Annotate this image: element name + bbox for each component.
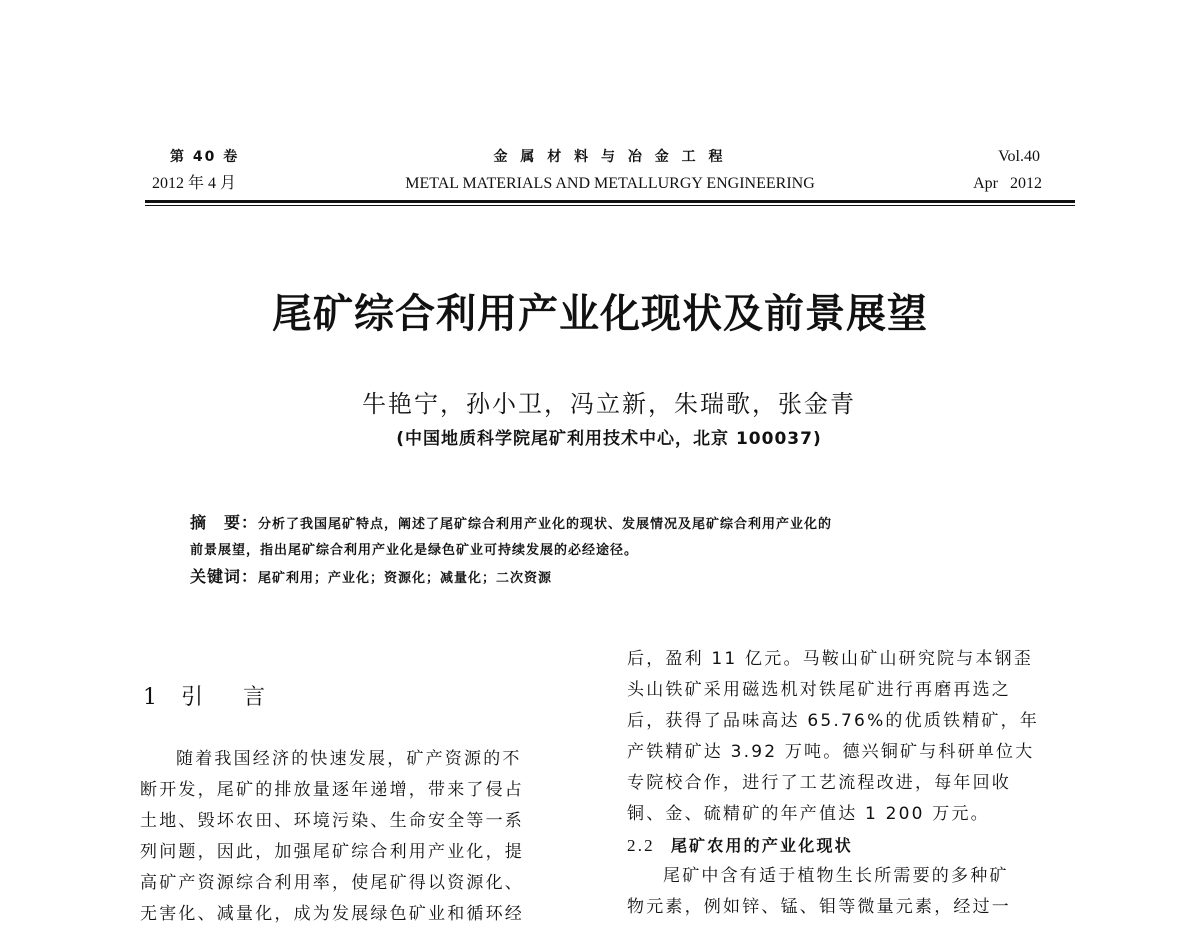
paragraph-line: 头山铁矿采用磁选机对铁尾矿进行再磨再选之	[627, 680, 1011, 700]
header-rule-thin	[145, 205, 1075, 206]
paragraph-line: 高矿产资源综合利用率，使尾矿得以资源化、	[140, 873, 524, 893]
abstract-line-1	[190, 510, 1050, 538]
paragraph-line: 随着我国经济的快速发展，矿产资源的不	[176, 749, 522, 769]
keywords-text: 尾矿利用；产业化；资源化；减量化；二次资源	[258, 571, 553, 586]
paragraph-line: 铜、金、硫精矿的年产值达 1 200 万元。	[627, 804, 990, 824]
paragraph-line: 断开发，尾矿的排放量逐年递增，带来了侵占	[140, 780, 524, 800]
keywords-label: 关键词：	[190, 567, 259, 586]
subsection-number: 2.2	[627, 836, 655, 855]
paragraph-line: 后，盈利 11 亿元。马鞍山矿山研究院与本钢歪	[627, 649, 1034, 669]
header-date-en: Apr 2012	[973, 175, 1042, 192]
header-volume-en: Vol.40	[998, 148, 1040, 165]
header-journal-en: METAL MATERIALS AND METALLURGY ENGINEERING	[405, 175, 815, 192]
section-number: 1	[143, 685, 157, 710]
abstract-block	[190, 510, 1050, 592]
article-affiliation: (中国地质科学院尾矿利用技术中心，北京 100037)	[396, 429, 822, 449]
section-title-char: 引	[181, 685, 204, 710]
left-column	[140, 744, 580, 930]
keywords-line	[190, 564, 1050, 592]
abstract-text: 分析了我国尾矿特点，阐述了尾矿综合利用产业化的现状、发展情况及尾矿综合利用产业化的	[258, 517, 833, 532]
header-date-cn: 2012 年 4 月	[152, 175, 237, 192]
section-heading-introduction	[143, 683, 265, 713]
section-title-char: 言	[243, 685, 266, 710]
paragraph-line: 土地、毁坏农田、环境污染、生命安全等一系	[140, 811, 524, 831]
paragraph-line: 专院校合作，进行了工艺流程改进，每年回收	[627, 773, 1011, 793]
abstract-line-2: 前景展望，指出尾矿综合利用产业化是绿色矿业可持续发展的必经途径。	[190, 543, 639, 558]
paragraph-line: 无害化、减量化，成为发展绿色矿业和循环经	[140, 904, 524, 924]
article-title: 尾矿综合利用产业化现状及前景展望	[272, 291, 928, 337]
paragraph-line: 后，获得了品味高达 65.76%的优质铁精矿，年	[627, 711, 1040, 731]
subsection-heading	[627, 830, 1067, 861]
right-column	[627, 644, 1067, 923]
paragraph-line: 列问题，因此，加强尾矿综合利用产业化，提	[140, 842, 524, 862]
header-rule-thick	[145, 200, 1075, 203]
article-authors: 牛艳宁，孙小卫，冯立新，朱瑞歌，张金青	[362, 390, 856, 418]
subsection-title: 尾矿农用的产业化现状	[670, 836, 853, 855]
paragraph-line: 物元素，例如锌、锰、钼等微量元素，经过一	[627, 897, 1011, 917]
paragraph-line: 尾矿中含有适于植物生长所需要的多种矿	[663, 866, 1009, 886]
paragraph-line: 产铁精矿达 3.92 万吨。德兴铜矿与科研单位大	[627, 742, 1035, 762]
abstract-label: 摘 要：	[190, 513, 259, 532]
header-journal-cn: 金 属 材 料 与 冶 金 工 程	[493, 149, 727, 165]
header-volume-cn: 第 40 卷	[170, 149, 240, 165]
